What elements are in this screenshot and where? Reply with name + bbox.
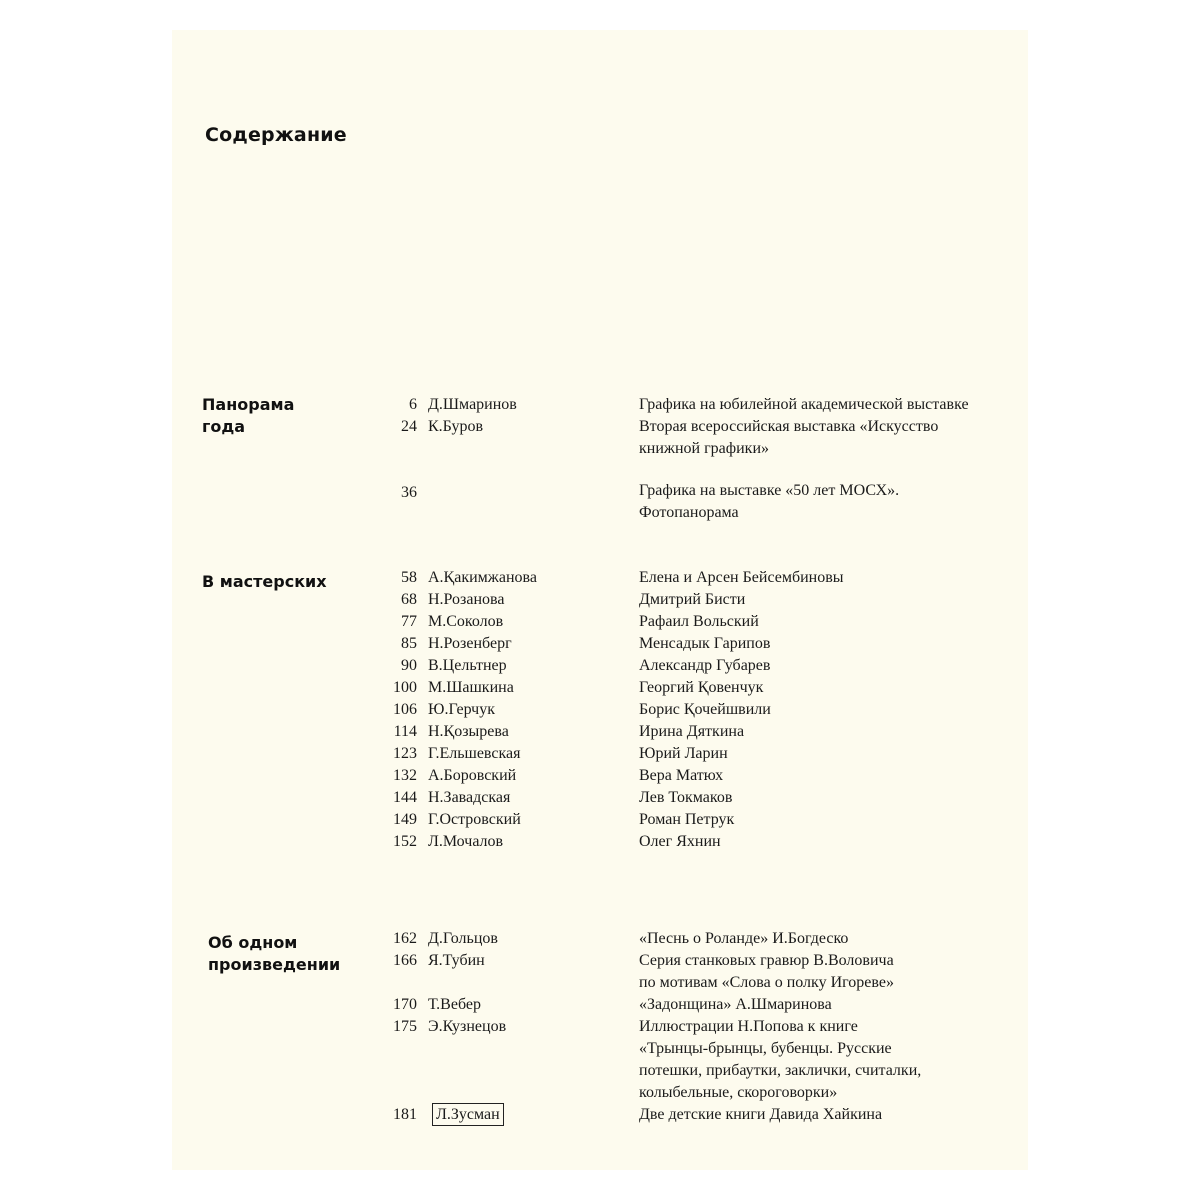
author-name: Г.Островский [428, 811, 521, 828]
work-title: Роман Петрук [639, 811, 735, 828]
author-name: Г.Ельшевская [428, 745, 521, 762]
work-title: Рафаил Вольский [639, 613, 759, 630]
page-number: 114 [393, 723, 417, 740]
section-heading: Панорама года [202, 395, 295, 436]
page-number: 166 [393, 952, 417, 969]
work-title: Вторая всероссийская выставка «Искусство книжной графики» [639, 418, 939, 457]
work-title: «Задонщина» А.Шмаринова [639, 996, 832, 1013]
page-number: 106 [393, 701, 417, 718]
author-name: Т.Вебер [428, 996, 481, 1013]
page-number: 144 [393, 789, 417, 806]
author-name: К.Буров [428, 418, 484, 435]
author-name-boxed: Л.Зусман [432, 1103, 504, 1126]
book-page [172, 30, 1028, 1170]
work-title: «Песнь о Роланде» И.Богдеско [639, 930, 849, 947]
page-number: 6 [409, 396, 417, 413]
work-title: Олег Яхнин [639, 833, 721, 850]
page-number: 175 [393, 1018, 417, 1035]
page-number: 58 [401, 569, 417, 586]
page-number: 36 [401, 484, 417, 501]
page-number: 24 [401, 418, 417, 435]
page-number: 170 [393, 996, 417, 1013]
work-title: Серия станковых гравюр В.Воловича по мотивам «Слова о полку Игореве» [639, 952, 894, 991]
author-name: Д.Гольцов [428, 930, 498, 947]
work-title: Графика на юбилейной академической выставке [639, 396, 969, 413]
work-title: Две детские книги Давида Хайкина [639, 1106, 883, 1123]
author-name: Я.Тубин [428, 952, 485, 969]
work-title: Ирина Дяткина [639, 723, 745, 740]
work-title: Иллюстрации Н.Попова к книге «Трынцы-брынцы, бубенцы. Русские потешки, прибаутки, заклички, считалки, колыбельные, скороговорки» [639, 1018, 922, 1101]
author-name: Н.Розенберг [428, 635, 512, 652]
section-heading: В мастерских [202, 572, 327, 591]
author-name: Л.Мочалов [428, 833, 504, 850]
work-title: Лев Токмаков [639, 789, 733, 806]
work-title: Графика на выставке «50 лет МОСХ». Фотопанорама [639, 482, 900, 521]
author-name: Н.Завадская [428, 789, 511, 806]
author-name: Н.Розанова [428, 591, 505, 608]
page-number: 68 [401, 591, 417, 608]
page-number: 85 [401, 635, 417, 652]
work-title: Александр Губарев [639, 657, 771, 674]
page-number: 132 [393, 767, 417, 784]
page-number: 181 [393, 1106, 417, 1123]
page-number: 152 [393, 833, 417, 850]
contents-title: Содержание [205, 124, 347, 146]
page-number: 100 [393, 679, 417, 696]
author-name: Э.Кузнецов [428, 1018, 507, 1035]
section-heading: Об одном произведении [208, 933, 341, 974]
page-number: 123 [393, 745, 417, 762]
author-name: Н.Қозырева [428, 723, 509, 740]
page-number: 149 [393, 811, 417, 828]
work-title: Менсадык Гарипов [639, 635, 771, 652]
page-number: 77 [401, 613, 417, 630]
author-name: М.Шашкина [428, 679, 514, 696]
author-name: А.Боровский [428, 767, 517, 784]
work-title: Дмитрий Бисти [639, 591, 746, 608]
work-title: Елена и Арсен Бейсембиновы [639, 569, 844, 586]
author-name: М.Соколов [428, 613, 504, 630]
author-name: Ю.Герчук [428, 701, 495, 718]
work-title: Борис Қочейшвили [639, 701, 771, 718]
author-name: А.Қакимжанова [428, 569, 537, 586]
page-number: 90 [401, 657, 417, 674]
page-number: 162 [393, 930, 417, 947]
author-name: Д.Шмаринов [428, 396, 517, 413]
author-name: В.Цельтнер [428, 657, 507, 674]
work-title: Вера Матюх [639, 767, 724, 784]
work-title: Юрий Ларин [639, 745, 728, 762]
work-title: Георгий Қовенчук [639, 679, 764, 696]
